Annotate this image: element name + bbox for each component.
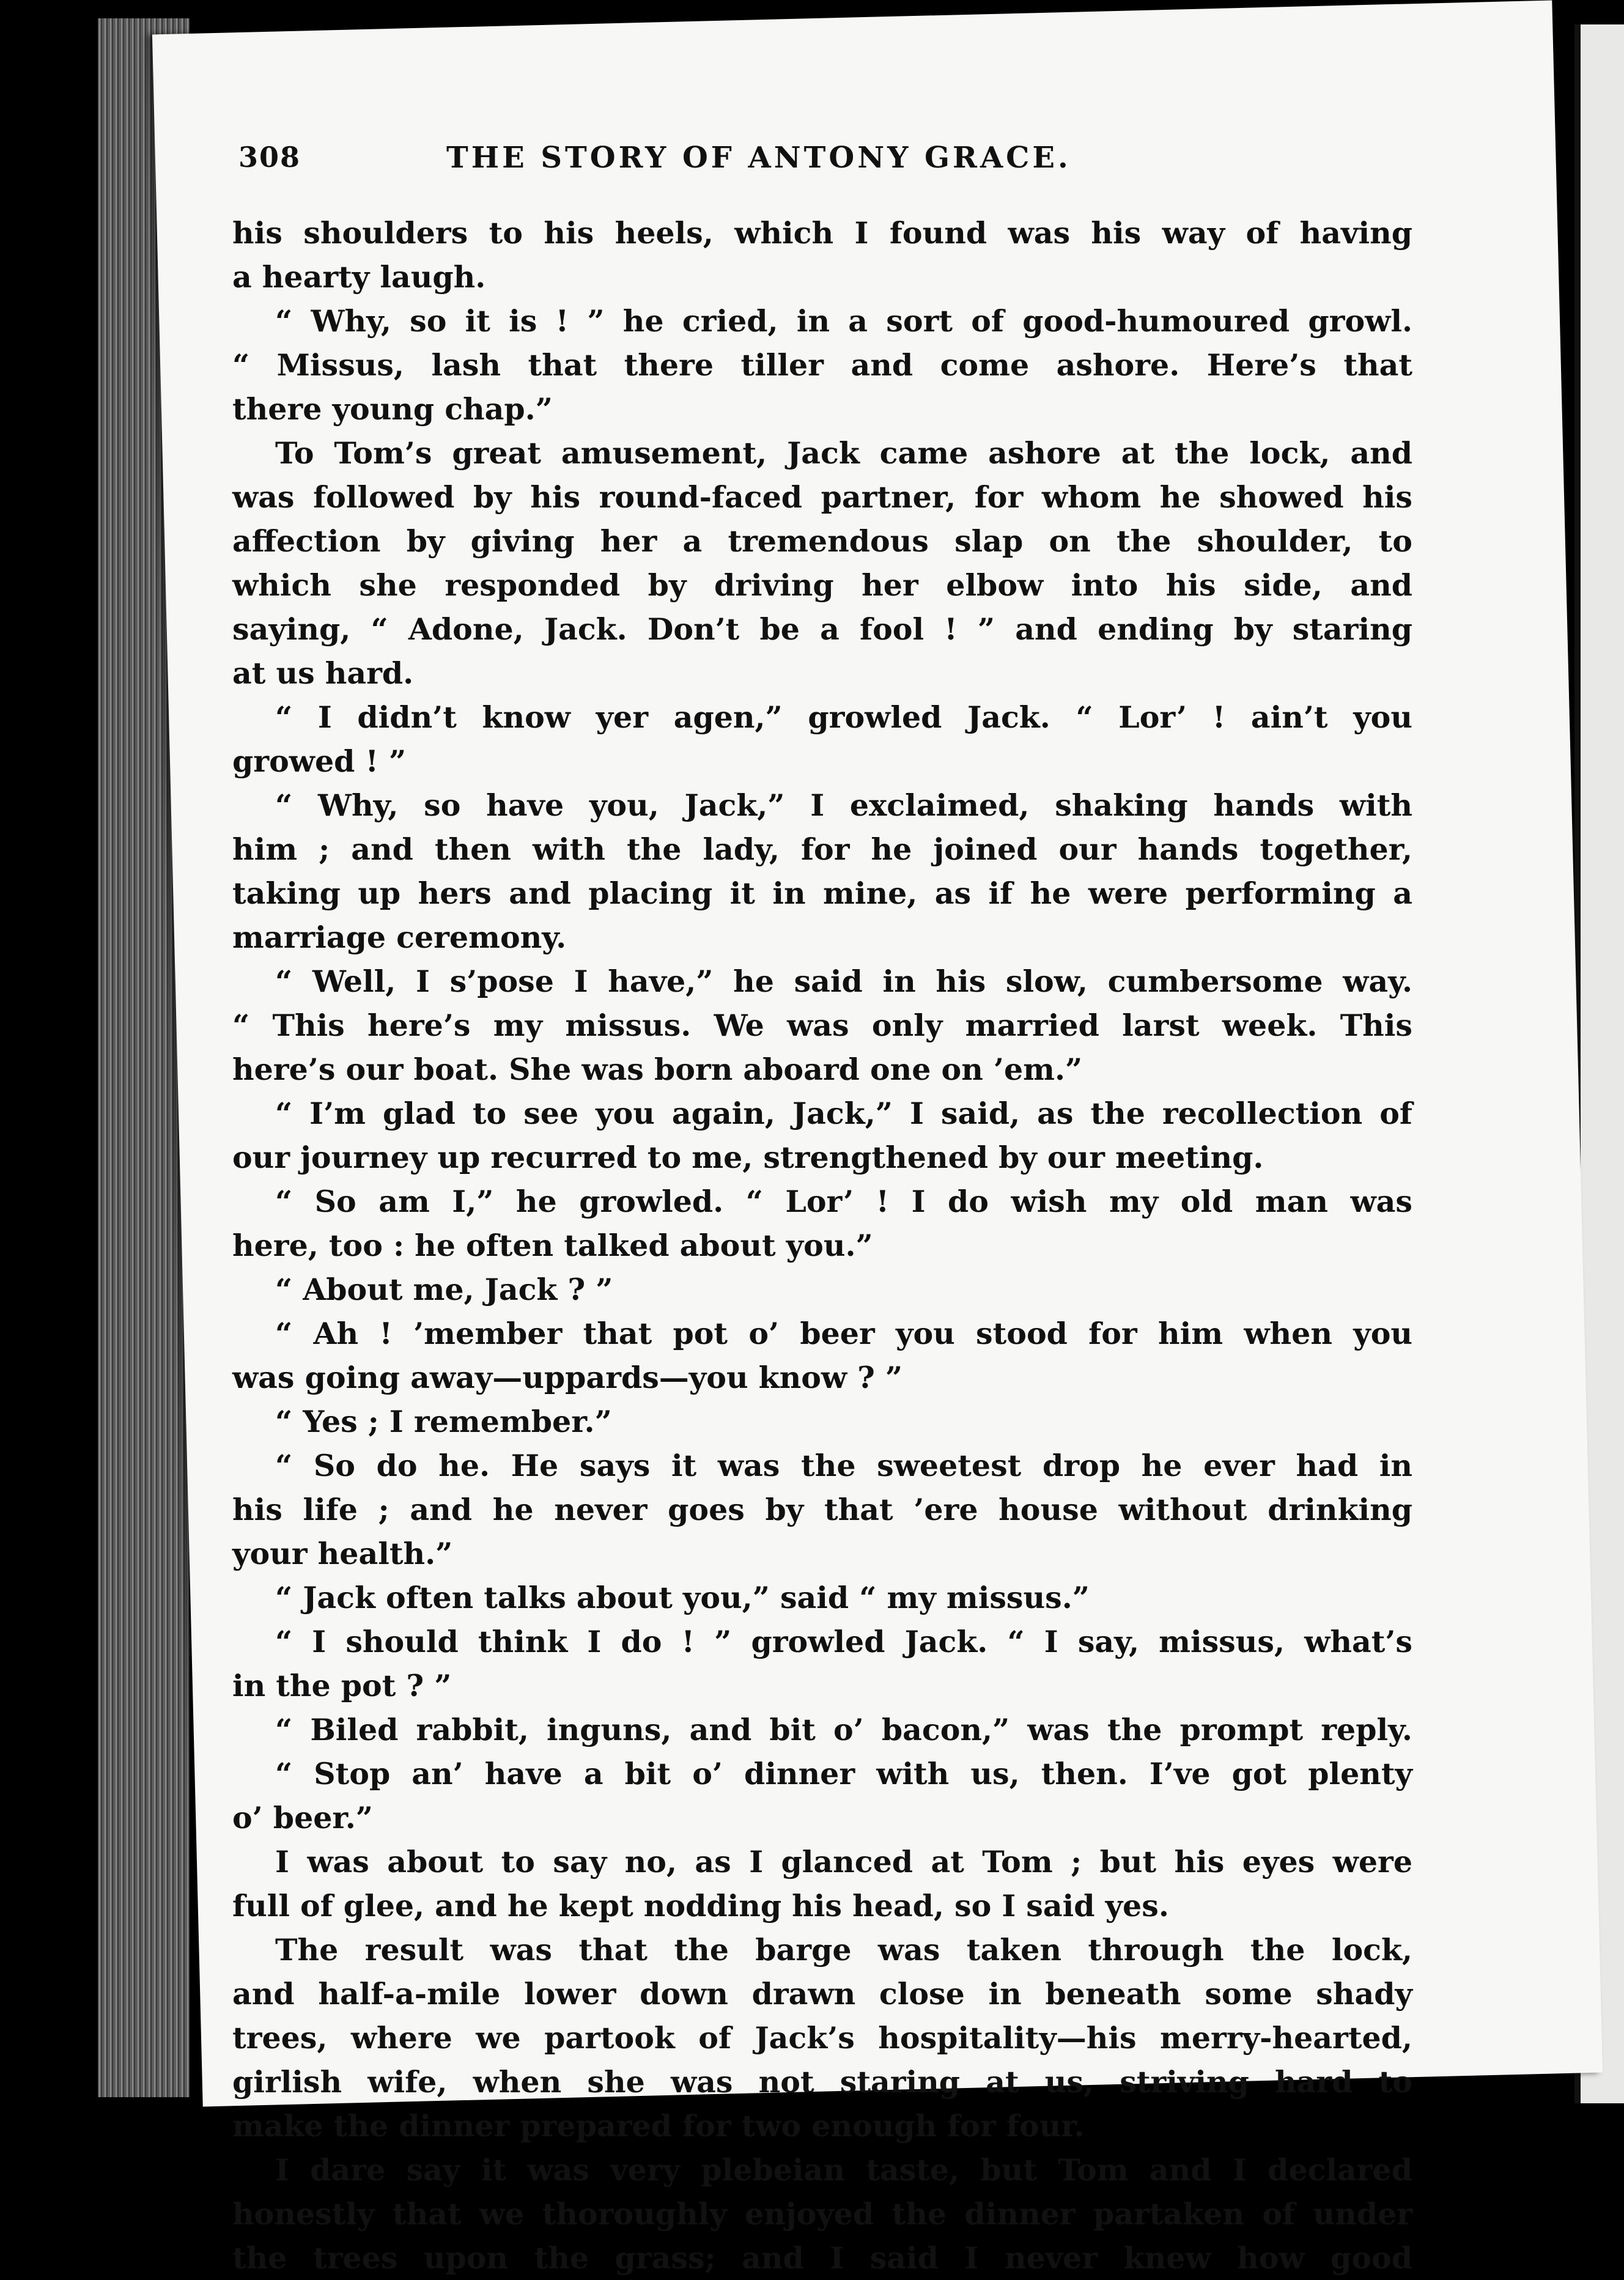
text-line: “ Ah ! ’member that pot o’ beer you stood for him when you bbox=[275, 1316, 1412, 1351]
text-line: growed ! ” bbox=[232, 743, 407, 779]
text-line: the trees upon the grass; and I said I never knew how good bbox=[232, 2240, 1412, 2276]
text-line: him ; and then with the lady, for he joined our hands together, bbox=[232, 832, 1412, 867]
text-line: make the dinner prepared for two enough for four. bbox=[232, 2108, 1085, 2144]
page-number: 308 bbox=[238, 141, 301, 174]
text-line: a hearty laugh. bbox=[232, 259, 486, 295]
text-line: “ I should think I do ! ” growled Jack. “ I say, missus, what’s bbox=[275, 1624, 1412, 1659]
text-line: trees, where we partook of Jack’s hospitality—his merry-hearted, bbox=[232, 2020, 1412, 2056]
text-line: “ Biled rabbit, inguns, and bit o’ bacon,” was the prompt reply. bbox=[275, 1712, 1412, 1747]
text-line: taking up hers and placing it in mine, as if he were performing a bbox=[232, 876, 1412, 911]
text-line: was going away—uppards—you know ? ” bbox=[232, 1360, 903, 1395]
text-line: I dare say it was very plebeian taste, but Tom and I declared bbox=[275, 2152, 1412, 2188]
text-line: “ Why, so it is ! ” he cried, in a sort of good-humoured growl. bbox=[275, 303, 1412, 339]
text-line: “ Missus, lash that there tiller and come ashore. Here’s that bbox=[232, 347, 1412, 383]
text-line: “ Why, so have you, Jack,” I exclaimed, shaking hands with bbox=[275, 788, 1412, 823]
text-line: in the pot ? ” bbox=[232, 1668, 452, 1703]
text-line: “ About me, Jack ? ” bbox=[275, 1272, 613, 1307]
text-line: our journey up recurred to me, strengthened by our meeting. bbox=[232, 1140, 1264, 1175]
text-line: I was about to say no, as I glanced at Tom ; but his eyes were bbox=[275, 1844, 1412, 1880]
text-line: “ So do he. He says it was the sweetest drop he ever had in bbox=[275, 1448, 1412, 1483]
text-line: which she responded by driving her elbow into his side, and bbox=[232, 567, 1412, 603]
text-line: “ Stop an’ have a bit o’ dinner with us, then. I’ve got plenty bbox=[275, 1756, 1412, 1791]
running-title: THE STORY OF ANTONY GRACE. bbox=[446, 141, 1071, 175]
text-line: “ I didn’t know yer agen,” growled Jack. “ Lor’ ! ain’t you bbox=[275, 699, 1412, 735]
text-line: at us hard. bbox=[232, 655, 414, 691]
text-line: his shoulders to his heels, which I found was his way of having bbox=[232, 215, 1412, 251]
text-line: The result was that the barge was taken through the lock, bbox=[275, 1932, 1412, 1968]
text-line: To Tom’s great amusement, Jack came ashore at the lock, and bbox=[275, 435, 1412, 471]
text-line: “ Well, I s’pose I have,” he said in his slow, cumbersome way. bbox=[275, 964, 1412, 999]
text-line: here, too : he often talked about you.” bbox=[232, 1228, 873, 1263]
body-text bbox=[232, 211, 1412, 2280]
text-line: saying, “ Adone, Jack. Don’t be a fool ! ” and ending by staring bbox=[232, 611, 1412, 647]
text-line: here’s our boat. She was born aboard one on ’em.” bbox=[232, 1052, 1083, 1087]
text-line: “ Jack often talks about you,” said “ my missus.” bbox=[275, 1580, 1090, 1615]
text-line: was followed by his round-faced partner, for whom he showed his bbox=[232, 479, 1412, 515]
text-line: your health.” bbox=[232, 1536, 453, 1571]
text-line: o’ beer.” bbox=[232, 1800, 373, 1835]
text-line: honestly that we thoroughly enjoyed the dinner partaken of under bbox=[232, 2196, 1412, 2232]
text-line: there young chap.” bbox=[232, 391, 553, 427]
text-line: “ So am I,” he growled. “ Lor’ ! I do wish my old man was bbox=[275, 1184, 1412, 1219]
text-line: and half-a-mile lower down drawn close in beneath some shady bbox=[232, 1976, 1412, 2012]
text-line: “ This here’s my missus. We was only married larst week. This bbox=[232, 1008, 1412, 1043]
text-line: “ Yes ; I remember.” bbox=[275, 1404, 612, 1439]
text-line: full of glee, and he kept nodding his head, so I said yes. bbox=[232, 1888, 1169, 1924]
text-line: affection by giving her a tremendous slap on the shoulder, to bbox=[232, 523, 1412, 559]
text-line: “ I’m glad to see you again, Jack,” I said, as the recollection of bbox=[275, 1096, 1412, 1131]
text-line: his life ; and he never goes by that ’ere house without drinking bbox=[232, 1492, 1412, 1527]
page-header bbox=[238, 141, 1400, 202]
text-line: marriage ceremony. bbox=[232, 920, 567, 955]
text-line: girlish wife, when she was not staring at us, striving hard to bbox=[232, 2064, 1412, 2100]
